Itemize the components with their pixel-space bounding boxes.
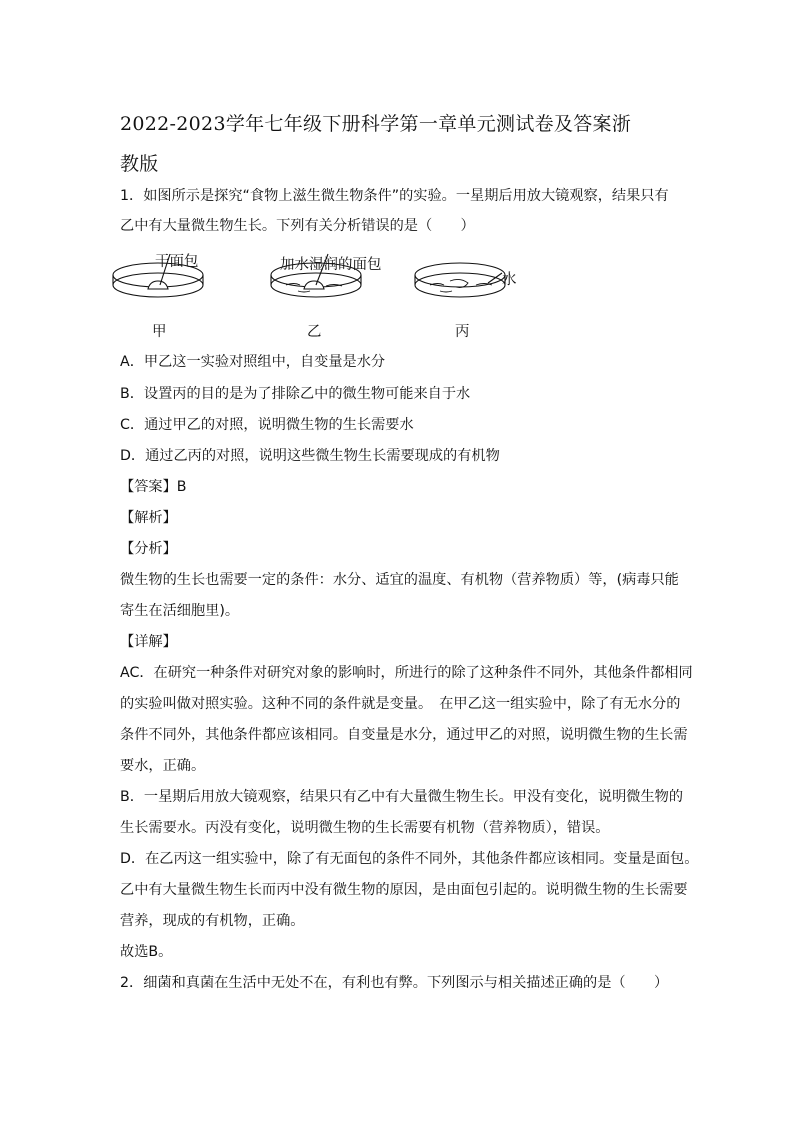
petri-dish-bing [415,263,505,297]
fenxi-line-2: 寄生在活细胞里)。 [120,603,240,619]
label-wet-bread: 加水湿润的面包 [280,257,382,273]
option-d: D．通过乙丙的对照，说明这些微生物生长需要现成的有机物 [120,448,500,464]
title-line-1: 2022-2023学年七年级下册科学第一章单元测试卷及答案浙 [120,113,632,135]
jiexi-heading: 【解析】 [120,510,177,526]
q2-stem: 2．细菌和真菌在生活中无处不在，有利也有弊。下列图示与相关描述正确的是（ ） [120,975,669,991]
ac-line-2: 的实验叫做对照实验。这种不同的条件就是变量。 在甲乙这一组实验中，除了有无水分的 [120,696,681,712]
b-line-1: B．一星期后用放大镜观察，结果只有乙中有大量微生物生长。甲没有变化，说明微生物的 [120,789,684,805]
dish-label-jia: 甲 [152,324,167,340]
d-line-3: 营养，现成的有机物，正确。 [120,913,305,929]
ac-line-3: 条件不同外，其他条件都应该相同。自变量是水分，通过甲乙的对照，说明微生物的生长需 [120,727,688,743]
q1-stem-line-1: 1．如图所示是探究“食物上滋生微生物条件”的实验。一星期后用放大镜观察，结果只有 [120,188,669,204]
d-line-1: D．在乙丙这一组实验中，除了有无面包的条件不同外，其他条件都应该相同。变量是面包。 [120,851,699,867]
answer-heading: 【答案】B [120,479,187,495]
q1-stem-line-2: 乙中有大量微生物生长。下列有关分析错误的是（ ） [120,218,475,234]
option-c: C．通过甲乙的对照，说明微生物的生长需要水 [120,417,414,433]
fenxi-line-1: 微生物的生长也需要一定的条件：水分、适宜的温度、有机物（营养物质）等，(病毒只能 [120,572,679,588]
option-a: A．甲乙这一实验对照组中，自变量是水分 [120,354,386,370]
ac-line-4: 要水，正确。 [120,758,206,774]
label-dry-bread: 干面包 [155,254,199,270]
option-b: B．设置丙的目的是为了排除乙中的微生物可能来自于水 [120,386,471,402]
title-line-2: 教版 [120,153,159,175]
document-title [120,104,680,184]
dish-label-bing: 丙 [455,324,470,340]
ac-line-1: AC．在研究一种条件对研究对象的影响时，所进行的除了这种条件不同外，其他条件都相同 [120,665,693,681]
conclusion: 故选B。 [120,944,173,960]
d-line-2: 乙中有大量微生物生长而丙中没有微生物的原因，是由面包引起的。说明微生物的生长需要 [120,882,688,898]
label-water: 水 [502,272,517,288]
fenxi-heading: 【分析】 [120,541,177,557]
b-line-2: 生长需要水。丙没有变化，说明微生物的生长需要有机物（营养物质），错误。 [120,820,610,836]
dish-label-yi: 乙 [307,324,322,340]
xiangjie-heading: 【详解】 [120,634,177,650]
